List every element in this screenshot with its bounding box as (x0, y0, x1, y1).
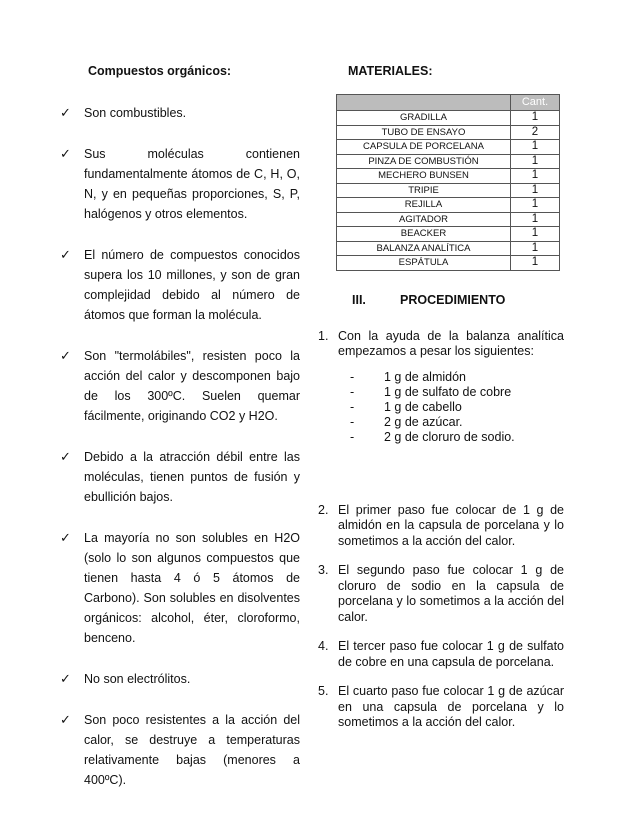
bullet-text: Debido a la atracción débil entre las moléculas, tienen puntos de fusión y ebullición bajos. (84, 450, 300, 504)
step-body (338, 503, 564, 550)
materials-heading: MATERIALES: (348, 64, 433, 78)
table-row (337, 241, 560, 256)
list-item (338, 430, 564, 445)
list-item (338, 385, 564, 400)
material-header-cell (337, 95, 511, 111)
procedure-step (318, 329, 564, 489)
material-name: BALANZA ANALÍTICA (337, 241, 511, 256)
table-row (337, 140, 560, 155)
material-name: TRIPIE (337, 183, 511, 198)
list-item (338, 415, 564, 430)
procedure-step (318, 684, 564, 731)
procedure-steps (318, 329, 564, 731)
material-name: MECHERO BUNSEN (337, 169, 511, 184)
material-name: AGITADOR (337, 212, 511, 227)
material-qty: 1 (511, 169, 560, 184)
materials-table-header (337, 95, 560, 111)
material-name: ESPÁTULA (337, 256, 511, 271)
property-bullet (60, 346, 300, 426)
step-number: 3. (318, 563, 329, 577)
substance-text: 2 g de cloruro de sodio. (384, 429, 515, 444)
procedure-step (318, 639, 564, 670)
table-row (337, 125, 560, 140)
material-name: BEACKER (337, 227, 511, 242)
step-number: 4. (318, 639, 329, 653)
material-qty: 1 (511, 154, 560, 169)
bullet-text: Sus moléculas contienen fundamentalmente átomos de C, H, O, N, y en pequeñas proporciones, S, P, halógenos y otros elementos. (84, 147, 300, 221)
bullet-text: Son combustibles. (84, 106, 187, 120)
substance-text: 1 g de cabello (384, 399, 462, 414)
step-text: Con la ayuda de la balanza analítica empezamos a pesar los siguientes: (338, 328, 564, 358)
list-item (338, 400, 564, 415)
material-name: REJILLA (337, 198, 511, 213)
property-bullet (60, 447, 300, 507)
material-qty: 1 (511, 140, 560, 155)
material-qty: 1 (511, 256, 560, 271)
step-text: El tercer paso fue colocar 1 g de sulfato de cobre en una capsula de porcelana. (338, 639, 564, 669)
procedure-step (318, 563, 564, 625)
substances-list (338, 370, 564, 445)
substance-text: 1 g de sulfato de cobre (384, 384, 512, 399)
quantity-header-cell: Cant. (511, 95, 560, 111)
dash-marker: - (350, 399, 355, 414)
organic-compounds-heading: Compuestos orgánicos: (88, 64, 232, 78)
check-icon: ✓ (60, 449, 71, 464)
section-number: III. (352, 292, 366, 307)
material-name: PINZA DE COMBUSTIÓN (337, 154, 511, 169)
table-row (337, 256, 560, 271)
section-title: PROCEDIMIENTO (400, 292, 506, 307)
properties-list (60, 103, 300, 790)
check-icon: ✓ (60, 712, 71, 727)
table-row (337, 212, 560, 227)
step-text: El cuarto paso fue colocar 1 g de azúcar en una capsula de porcelana y lo sometimos a la acción del calor. (338, 684, 564, 729)
left-column (60, 64, 300, 811)
table-row (337, 183, 560, 198)
dash-marker: - (350, 369, 355, 384)
step-text: El segundo paso fue colocar 1 g de cloruro de sodio en la capsula de porcelana y lo sometimos a la acción del calor. (338, 563, 564, 624)
table-row (337, 154, 560, 169)
check-icon: ✓ (60, 247, 71, 262)
step-body (338, 563, 564, 625)
material-qty: 2 (511, 125, 560, 140)
step-text: El primer paso fue colocar de 1 g de almidón en la capsula de porcelana y lo sometimos a la acción del calor. (338, 502, 564, 548)
step-number: 5. (318, 684, 329, 698)
procedure-heading (352, 293, 564, 307)
material-qty: 1 (511, 183, 560, 198)
material-qty: 1 (511, 198, 560, 213)
step-body (338, 329, 564, 489)
materials-table (336, 94, 560, 271)
check-icon: ✓ (60, 671, 71, 686)
check-icon: ✓ (60, 348, 71, 363)
dash-marker: - (350, 414, 355, 429)
property-bullet (60, 144, 300, 224)
check-icon: ✓ (60, 530, 71, 545)
substance-text: 1 g de almidón (384, 369, 467, 384)
right-column (318, 64, 564, 745)
spacer (338, 445, 564, 489)
list-item (338, 370, 564, 385)
material-name: GRADILLA (337, 111, 511, 126)
material-name: CAPSULA DE PORCELANA (337, 140, 511, 155)
check-icon: ✓ (60, 146, 71, 161)
step-number: 2. (318, 502, 329, 517)
table-row (337, 169, 560, 184)
dash-marker: - (350, 384, 355, 399)
material-qty: 1 (511, 111, 560, 126)
bullet-text: Son poco resistentes a la acción del calor, se destruye a temperaturas relativamente bajas (menores a 400ºC). (84, 713, 300, 787)
bullet-text: El número de compuestos conocidos supera los 10 millones, y son de gran complejidad debido al número de átomos que forman la molécula. (84, 248, 300, 322)
property-bullet (60, 528, 300, 648)
property-bullet (60, 103, 300, 123)
material-name: TUBO DE ENSAYO (337, 125, 511, 140)
material-qty: 1 (511, 212, 560, 227)
procedure-step (318, 503, 564, 550)
step-body (338, 639, 564, 670)
step-body (338, 684, 564, 731)
bullet-text: No son electrólitos. (84, 672, 191, 686)
step-number: 1. (318, 328, 329, 343)
property-bullet (60, 669, 300, 689)
table-row (337, 111, 560, 126)
bullet-text: Son "termolábiles", resisten poco la acción del calor y descomponen bajo de los 300ºC. Suelen quemar fácilmente, originando CO2 y H2O. (84, 349, 300, 423)
dash-marker: - (350, 429, 355, 444)
material-qty: 1 (511, 227, 560, 242)
table-row (337, 198, 560, 213)
bullet-text: La mayoría no son solubles en H2O (solo lo son algunos compuestos que tienen hasta 4 ó 5 átomos de Carbono). Son solubles en disolventes orgánicos: alcohol, éter, cloroformo, benceno. (84, 531, 300, 645)
table-row (337, 227, 560, 242)
substance-text: 2 g de azúcar. (384, 414, 463, 429)
property-bullet (60, 710, 300, 790)
property-bullet (60, 245, 300, 325)
material-qty: 1 (511, 241, 560, 256)
check-icon: ✓ (60, 105, 71, 120)
